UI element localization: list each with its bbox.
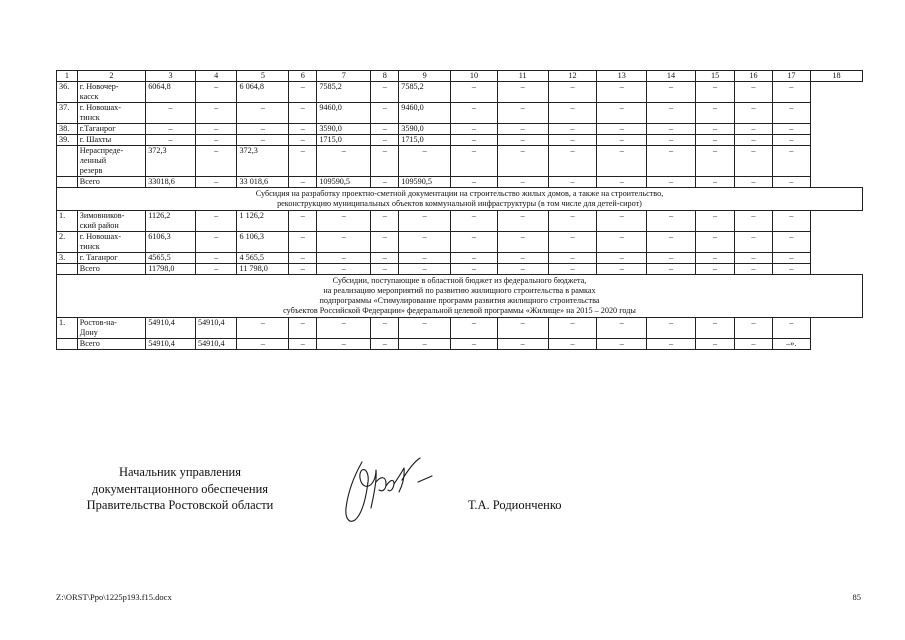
value-cell: – bbox=[772, 146, 810, 177]
value-cell: – bbox=[647, 264, 696, 275]
value-cell: 54910,4 bbox=[195, 339, 236, 350]
column-number: 9 bbox=[399, 71, 451, 82]
value-cell: – bbox=[548, 124, 597, 135]
value-cell: – bbox=[735, 177, 772, 188]
value-cell: – bbox=[772, 103, 810, 124]
municipality-name-cell: Зимовников- ский район bbox=[77, 211, 145, 232]
value-cell: – bbox=[317, 146, 371, 177]
value-cell: – bbox=[597, 264, 647, 275]
section-text: Субсидия на разработку проектно-сметной документации на строительство жилых домов, а также на строительство, реконструкцию муниципальных объектов коммунальной инфраструктуры (в том числе для детей-сирот) bbox=[255, 189, 664, 208]
value-cell: 54910,4 bbox=[195, 318, 236, 339]
column-number: 17 bbox=[772, 71, 810, 82]
value-cell: – bbox=[735, 135, 772, 146]
column-number: 7 bbox=[317, 71, 371, 82]
value-cell: – bbox=[695, 232, 734, 253]
value-cell: – bbox=[195, 146, 236, 177]
value-cell: – bbox=[451, 177, 498, 188]
value-cell: – bbox=[451, 82, 498, 103]
value-cell: 33 018,6 bbox=[237, 177, 289, 188]
page-number: 85 bbox=[852, 592, 861, 602]
value-cell: – bbox=[371, 135, 399, 146]
value-cell: – bbox=[451, 124, 498, 135]
row-number-cell: 37. bbox=[57, 103, 78, 124]
value-cell: – bbox=[451, 135, 498, 146]
value-cell: – bbox=[735, 264, 772, 275]
column-number: 8 bbox=[371, 71, 399, 82]
value-cell: 11 798,0 bbox=[237, 264, 289, 275]
value-cell: – bbox=[548, 103, 597, 124]
table-row bbox=[57, 177, 863, 188]
value-cell: – bbox=[548, 82, 597, 103]
value-cell: – bbox=[317, 264, 371, 275]
value-cell: – bbox=[237, 318, 289, 339]
value-cell: – bbox=[497, 82, 548, 103]
value-cell: – bbox=[289, 103, 317, 124]
value-cell: – bbox=[548, 135, 597, 146]
value-cell: – bbox=[497, 124, 548, 135]
value-cell: – bbox=[451, 211, 498, 232]
value-cell: 109590,5 bbox=[317, 177, 371, 188]
value-cell: – bbox=[735, 103, 772, 124]
value-cell: – bbox=[146, 124, 196, 135]
column-number: 14 bbox=[647, 71, 696, 82]
value-cell: – bbox=[695, 339, 734, 350]
column-number: 6 bbox=[289, 71, 317, 82]
row-number-cell: 38. bbox=[57, 124, 78, 135]
value-cell: – bbox=[695, 177, 734, 188]
table-row bbox=[57, 124, 863, 135]
value-cell: – bbox=[195, 135, 236, 146]
value-cell: – bbox=[695, 253, 734, 264]
municipality-name-cell: г. Новошах- тинск bbox=[77, 232, 145, 253]
row-number-cell: 2. bbox=[57, 232, 78, 253]
value-cell: 11798,0 bbox=[146, 264, 196, 275]
value-cell: 7585,2 bbox=[399, 82, 451, 103]
value-cell: – bbox=[317, 211, 371, 232]
value-cell: – bbox=[399, 232, 451, 253]
municipality-name-cell: г. Таганрог bbox=[77, 253, 145, 264]
column-number: 13 bbox=[597, 71, 647, 82]
value-cell: – bbox=[497, 211, 548, 232]
rows-design-documentation bbox=[57, 211, 863, 275]
value-cell: – bbox=[371, 103, 399, 124]
value-cell: – bbox=[371, 177, 399, 188]
table-row bbox=[57, 103, 863, 124]
row-number-cell bbox=[57, 339, 78, 350]
value-cell: – bbox=[695, 318, 734, 339]
value-cell: – bbox=[497, 318, 548, 339]
column-number: 16 bbox=[735, 71, 772, 82]
value-cell: – bbox=[371, 253, 399, 264]
value-cell: 4565,5 bbox=[146, 253, 196, 264]
value-cell: 3590,0 bbox=[399, 124, 451, 135]
value-cell: – bbox=[772, 124, 810, 135]
value-cell: – bbox=[371, 124, 399, 135]
value-cell: – bbox=[735, 318, 772, 339]
value-cell: 6 106,3 bbox=[237, 232, 289, 253]
value-cell: – bbox=[497, 253, 548, 264]
value-cell: – bbox=[597, 253, 647, 264]
column-number: 2 bbox=[77, 71, 145, 82]
value-cell: – bbox=[647, 103, 696, 124]
value-cell: – bbox=[647, 318, 696, 339]
value-cell: – bbox=[695, 264, 734, 275]
value-cell: 6106,3 bbox=[146, 232, 196, 253]
value-cell: 33018,6 bbox=[146, 177, 196, 188]
value-cell: – bbox=[548, 232, 597, 253]
value-cell: – bbox=[695, 103, 734, 124]
signatory-name: Т.А. Родионченко bbox=[468, 498, 562, 512]
value-cell: – bbox=[451, 339, 498, 350]
table-row bbox=[57, 82, 863, 103]
value-cell: – bbox=[289, 253, 317, 264]
value-cell: – bbox=[772, 264, 810, 275]
value-cell: – bbox=[451, 264, 498, 275]
value-cell: – bbox=[237, 103, 289, 124]
value-cell: – bbox=[735, 82, 772, 103]
value-cell: – bbox=[399, 318, 451, 339]
value-cell: 109590,5 bbox=[399, 177, 451, 188]
section-heading-federal-subsidies bbox=[57, 275, 863, 318]
value-cell: – bbox=[289, 135, 317, 146]
municipality-name-cell: Всего bbox=[77, 177, 145, 188]
value-cell: – bbox=[497, 146, 548, 177]
value-cell: 9460,0 bbox=[399, 103, 451, 124]
value-cell: 372,3 bbox=[237, 146, 289, 177]
row-number-cell bbox=[57, 264, 78, 275]
row-number-cell: 39. bbox=[57, 135, 78, 146]
value-cell: – bbox=[772, 177, 810, 188]
column-number: 1 bbox=[57, 71, 78, 82]
value-cell: – bbox=[289, 232, 317, 253]
value-cell: – bbox=[371, 339, 399, 350]
value-cell: – bbox=[195, 232, 236, 253]
section-text: Субсидии, поступающие в областной бюджет из федерального бюджета, на реализацию мероприятий по развитию жилищного строительства в рамках подпрограммы «Стимулирование программ развития жилищного строительства субъектов Российской Федерации» федеральной целевой программы «Жилище» на 2015 – 2020 годы bbox=[283, 276, 636, 315]
value-cell: – bbox=[695, 146, 734, 177]
value-cell: – bbox=[195, 211, 236, 232]
value-cell: – bbox=[399, 211, 451, 232]
municipality-name-cell: г. Шахты bbox=[77, 135, 145, 146]
row-number-cell: 36. bbox=[57, 82, 78, 103]
value-cell: – bbox=[597, 82, 647, 103]
value-cell: – bbox=[289, 339, 317, 350]
value-cell: – bbox=[597, 135, 647, 146]
value-cell: – bbox=[597, 177, 647, 188]
municipality-name-cell: Всего bbox=[77, 264, 145, 275]
value-cell: – bbox=[695, 124, 734, 135]
value-cell: – bbox=[695, 135, 734, 146]
position-line: документационного обеспечения bbox=[91, 481, 269, 496]
value-cell: – bbox=[647, 146, 696, 177]
value-cell: – bbox=[548, 177, 597, 188]
column-number: 10 bbox=[451, 71, 498, 82]
rows-housing-subsidy bbox=[57, 82, 863, 188]
municipality-name-cell: г. Новошах- тинск bbox=[77, 103, 145, 124]
row-number-cell: 3. bbox=[57, 253, 78, 264]
value-cell: – bbox=[597, 318, 647, 339]
value-cell: – bbox=[548, 318, 597, 339]
value-cell: – bbox=[735, 339, 772, 350]
row-number-cell: 1. bbox=[57, 318, 78, 339]
value-cell: – bbox=[289, 146, 317, 177]
value-cell: – bbox=[317, 232, 371, 253]
value-cell: – bbox=[647, 211, 696, 232]
municipality-name-cell: Всего bbox=[77, 339, 145, 350]
rows-federal-subsidies bbox=[57, 318, 863, 350]
value-cell: – bbox=[695, 82, 734, 103]
value-cell: – bbox=[647, 339, 696, 350]
value-cell: 372,3 bbox=[146, 146, 196, 177]
value-cell: – bbox=[772, 232, 810, 253]
document-file-path: Z:\ORST\Ppo\1225p193.f15.docx bbox=[56, 592, 172, 602]
section-heading-row bbox=[57, 275, 863, 318]
column-number: 18 bbox=[811, 71, 863, 82]
value-cell: – bbox=[146, 103, 196, 124]
value-cell: – bbox=[195, 177, 236, 188]
value-cell: 6 064,8 bbox=[237, 82, 289, 103]
value-cell: – bbox=[597, 124, 647, 135]
value-cell: – bbox=[146, 135, 196, 146]
value-cell: – bbox=[548, 339, 597, 350]
value-cell: – bbox=[597, 211, 647, 232]
value-cell: – bbox=[371, 211, 399, 232]
value-cell: – bbox=[289, 124, 317, 135]
value-cell: – bbox=[735, 146, 772, 177]
position-line: Начальник управления bbox=[119, 465, 241, 479]
value-cell: – bbox=[735, 211, 772, 232]
column-number: 3 bbox=[146, 71, 196, 82]
value-cell: – bbox=[317, 253, 371, 264]
position-line: Правительства Ростовской области bbox=[86, 498, 274, 512]
value-cell: 9460,0 bbox=[317, 103, 371, 124]
value-cell: – bbox=[289, 318, 317, 339]
value-cell: – bbox=[195, 124, 236, 135]
value-cell: 7585,2 bbox=[317, 82, 371, 103]
value-cell: 6064,8 bbox=[146, 82, 196, 103]
value-cell: – bbox=[237, 124, 289, 135]
value-cell: – bbox=[597, 339, 647, 350]
value-cell: – bbox=[497, 135, 548, 146]
value-cell: – bbox=[597, 232, 647, 253]
value-cell: – bbox=[289, 82, 317, 103]
row-number-cell: 1. bbox=[57, 211, 78, 232]
value-cell: 1715,0 bbox=[399, 135, 451, 146]
value-cell: – bbox=[772, 211, 810, 232]
table-row bbox=[57, 135, 863, 146]
value-cell: – bbox=[647, 124, 696, 135]
value-cell: – bbox=[772, 253, 810, 264]
table-row bbox=[57, 339, 863, 350]
value-cell: – bbox=[772, 135, 810, 146]
table-row bbox=[57, 232, 863, 253]
value-cell: – bbox=[772, 82, 810, 103]
value-cell: – bbox=[399, 339, 451, 350]
table-row bbox=[57, 253, 863, 264]
value-cell: – bbox=[497, 232, 548, 253]
value-cell: – bbox=[451, 103, 498, 124]
column-number: 12 bbox=[548, 71, 597, 82]
municipality-name-cell: г. Новочер- касск bbox=[77, 82, 145, 103]
value-cell: 54910,4 bbox=[146, 339, 196, 350]
value-cell: – bbox=[735, 253, 772, 264]
value-cell: 1715,0 bbox=[317, 135, 371, 146]
value-cell: – bbox=[548, 253, 597, 264]
value-cell: – bbox=[371, 146, 399, 177]
value-cell: – bbox=[195, 253, 236, 264]
value-cell: – bbox=[195, 103, 236, 124]
value-cell: – bbox=[497, 103, 548, 124]
value-cell: – bbox=[647, 135, 696, 146]
value-cell: – bbox=[399, 264, 451, 275]
municipality-name-cell: Нераспреде- ленный резерв bbox=[77, 146, 145, 177]
value-cell: – bbox=[647, 82, 696, 103]
value-cell: – bbox=[451, 146, 498, 177]
value-cell: – bbox=[289, 264, 317, 275]
handwritten-signature bbox=[332, 452, 442, 532]
value-cell: 1126,2 bbox=[146, 211, 196, 232]
value-cell: 3590,0 bbox=[317, 124, 371, 135]
row-number-cell bbox=[57, 146, 78, 177]
table-row bbox=[57, 318, 863, 339]
value-cell: – bbox=[597, 103, 647, 124]
value-cell: – bbox=[195, 264, 236, 275]
value-cell: – bbox=[289, 177, 317, 188]
value-cell: – bbox=[371, 318, 399, 339]
column-number: 15 bbox=[695, 71, 734, 82]
value-cell: – bbox=[451, 318, 498, 339]
value-cell: – bbox=[497, 177, 548, 188]
row-number-cell bbox=[57, 177, 78, 188]
column-number: 11 bbox=[497, 71, 548, 82]
value-cell: – bbox=[371, 82, 399, 103]
value-cell: – bbox=[399, 253, 451, 264]
value-cell: – bbox=[237, 135, 289, 146]
value-cell: – bbox=[451, 253, 498, 264]
value-cell: – bbox=[548, 264, 597, 275]
table-row bbox=[57, 211, 863, 232]
value-cell: – bbox=[647, 177, 696, 188]
value-cell: – bbox=[399, 146, 451, 177]
value-cell: – bbox=[772, 318, 810, 339]
value-cell: – bbox=[371, 264, 399, 275]
value-cell: – bbox=[497, 264, 548, 275]
value-cell: – bbox=[548, 146, 597, 177]
table-row bbox=[57, 264, 863, 275]
value-cell: – bbox=[647, 232, 696, 253]
column-number: 4 bbox=[195, 71, 236, 82]
value-cell: – bbox=[317, 339, 371, 350]
column-number-row bbox=[57, 71, 863, 82]
value-cell: – bbox=[735, 124, 772, 135]
value-cell: – bbox=[195, 82, 236, 103]
value-cell: – bbox=[647, 253, 696, 264]
section-heading-row bbox=[57, 188, 863, 211]
value-cell: – bbox=[237, 339, 289, 350]
value-cell: – bbox=[289, 211, 317, 232]
value-cell: 1 126,2 bbox=[237, 211, 289, 232]
value-cell: – bbox=[735, 232, 772, 253]
value-cell: – bbox=[451, 232, 498, 253]
municipality-name-cell: г.Таганрог bbox=[77, 124, 145, 135]
value-cell: – bbox=[317, 318, 371, 339]
value-cell: –». bbox=[772, 339, 810, 350]
value-cell: 4 565,5 bbox=[237, 253, 289, 264]
value-cell: – bbox=[371, 232, 399, 253]
column-number: 5 bbox=[237, 71, 289, 82]
value-cell: – bbox=[695, 211, 734, 232]
appendix-table bbox=[56, 70, 863, 350]
value-cell: – bbox=[548, 211, 597, 232]
value-cell: 54910,4 bbox=[146, 318, 196, 339]
section-heading-design-documentation bbox=[57, 188, 863, 211]
value-cell: – bbox=[497, 339, 548, 350]
table-row bbox=[57, 146, 863, 177]
value-cell: – bbox=[597, 146, 647, 177]
municipality-name-cell: Ростов-на- Дону bbox=[77, 318, 145, 339]
signatory-position bbox=[60, 464, 300, 514]
